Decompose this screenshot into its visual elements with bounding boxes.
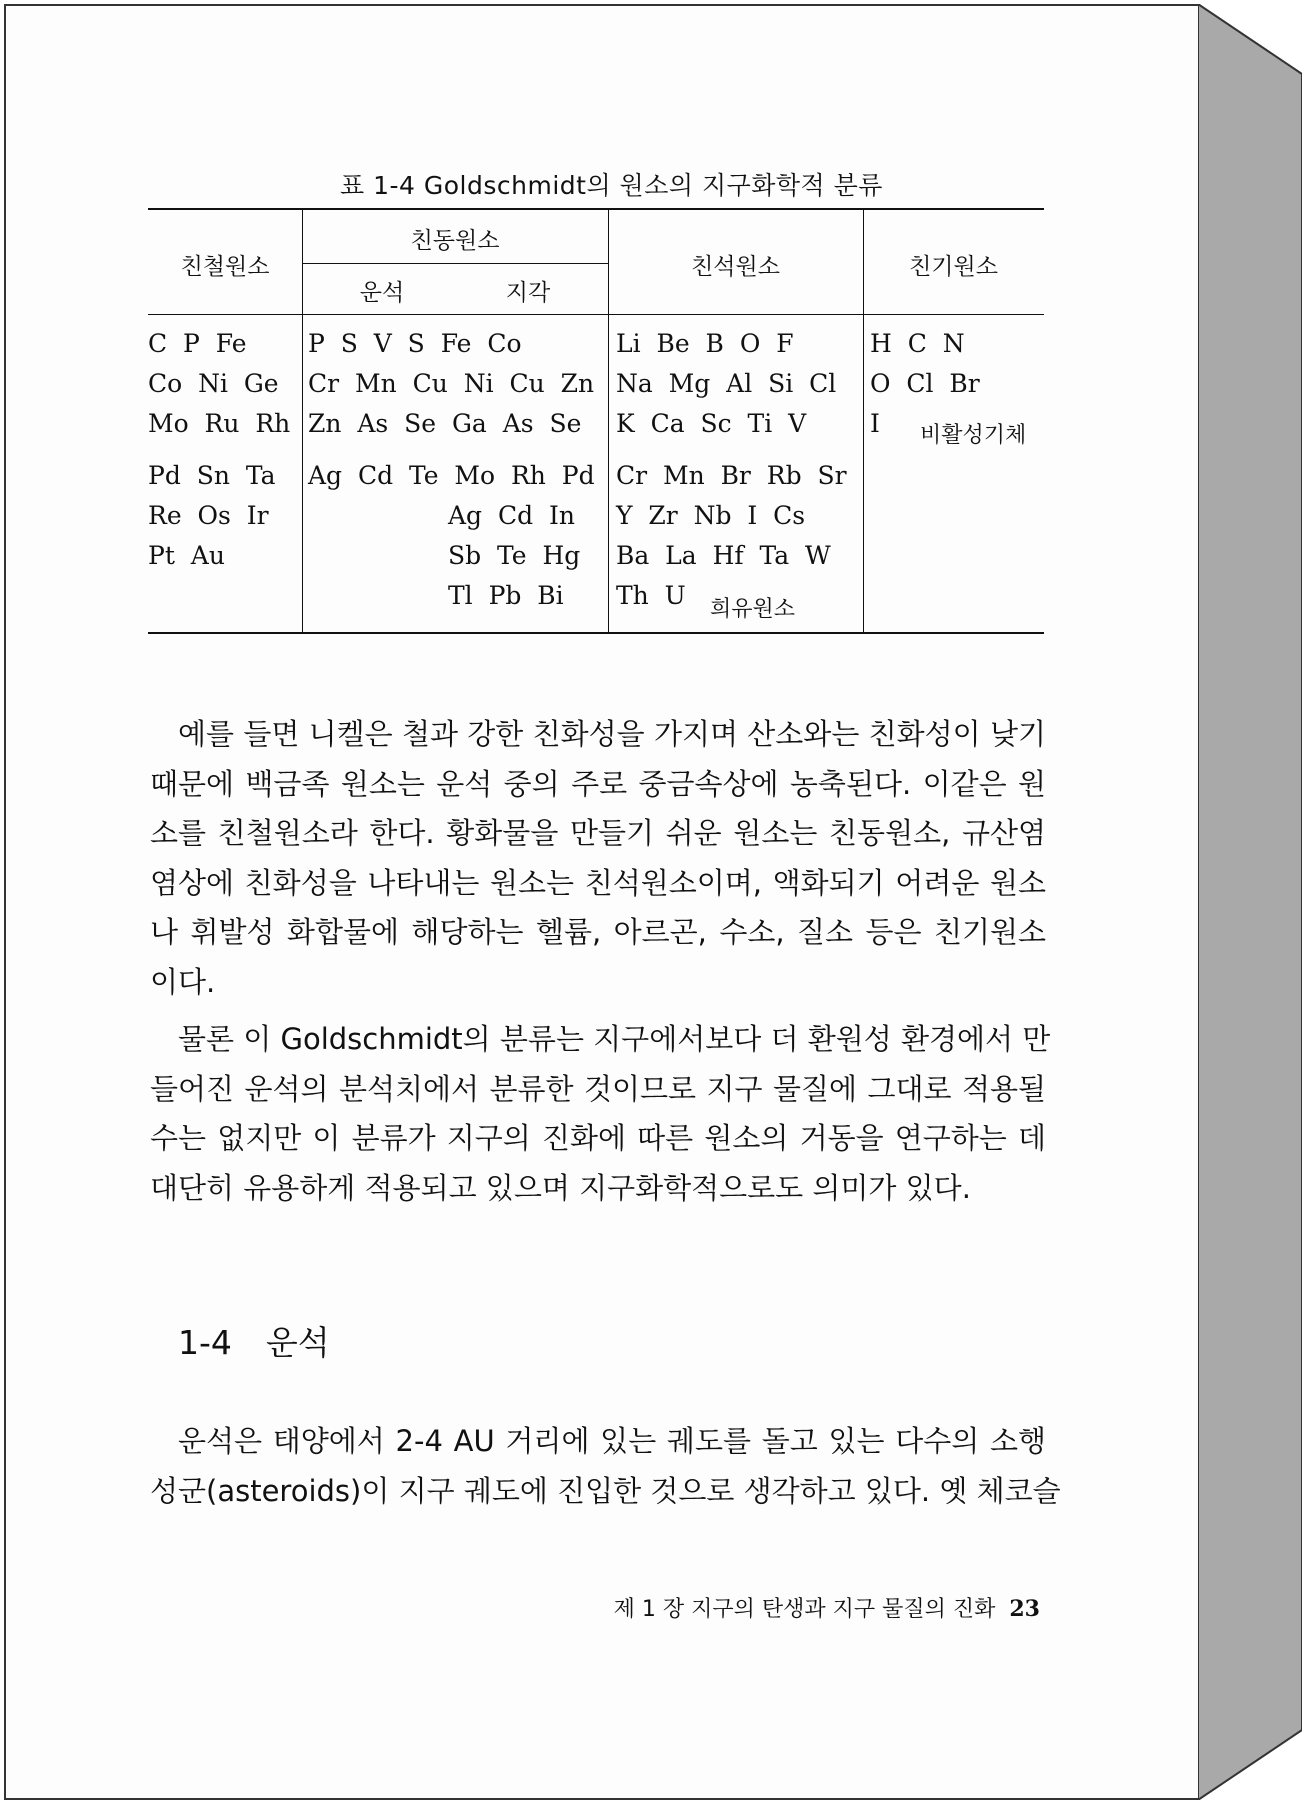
- body-paragraph-2: [150, 1015, 1051, 1213]
- text-line: 예를 들면 니켈은 철과 강한 친화성을 가지며 산소와는 친화성이 낮기: [178, 717, 1046, 751]
- lithophile-row: Y Zr Nb I Cs: [616, 501, 806, 530]
- table-top-rule: [148, 208, 1044, 210]
- chalcophile-row: Sb Te Hg: [448, 541, 581, 570]
- table-caption: 표 1-4 Goldschmidt의 원소의 지구화학적 분류: [340, 171, 883, 200]
- header-chalcophile-crust: 지각: [505, 280, 551, 306]
- atmophile-row: O Cl Br: [870, 369, 980, 398]
- lithophile-row: Ba La Hf Ta W: [616, 541, 831, 570]
- section-heading: [178, 1317, 330, 1364]
- chapter-title: 제 1 장 지구의 탄생과 지구 물질의 진화: [613, 1597, 996, 1622]
- text-line: 염상에 친화성을 나타내는 원소는 친석원소이며, 액화되기 어려운 원소: [150, 865, 1046, 900]
- atmophile-note: 비활성기체: [920, 423, 1027, 448]
- text-line: 소를 친철원소라 한다. 황화물을 만들기 쉬운 원소는 친동원소, 규산염: [150, 816, 1046, 850]
- table-bottom-rule: [148, 632, 1044, 634]
- siderophile-row: Pd Sn Ta: [148, 461, 276, 490]
- lithophile-row: Th U: [616, 581, 686, 610]
- lithophile-note: 희유원소: [710, 597, 796, 622]
- text-line: 들어진 운석의 분석치에서 분류한 것이므로 지구 물질에 그대로 적용될: [150, 1071, 1046, 1106]
- siderophile-row: Mo Ru Rh: [148, 409, 291, 438]
- header-atmophile: 친기원소: [909, 254, 998, 280]
- text-line: 운석은 태양에서 2-4 AU 거리에 있는 궤도를 돌고 있는 다수의 소행: [178, 1424, 1046, 1458]
- section-number: 1-4: [178, 1323, 232, 1362]
- siderophile-row: Re Os Ir: [148, 501, 269, 530]
- header-chalcophile-meteorite: 운석: [359, 280, 405, 306]
- siderophile-row: Co Ni Ge: [148, 369, 279, 398]
- text-line: 성군(asteroids)이 지구 궤도에 진입한 것으로 생각하고 있다. 옛 체코슬: [150, 1473, 1061, 1508]
- lithophile-row: Na Mg Al Si Cl: [616, 369, 837, 398]
- page-number: 23: [1009, 1596, 1040, 1622]
- page-footer: [614, 1592, 1040, 1623]
- chalcophile-row: Ag Cd In: [448, 501, 575, 530]
- siderophile-row: C P Fe: [148, 329, 247, 358]
- page-edge-3d: [1198, 4, 1302, 1800]
- siderophile-row: Pt Au: [148, 541, 225, 570]
- lithophile-row: Li Be B O F: [616, 329, 794, 358]
- text-line: 나 휘발성 화합물에 해당하는 헬륨, 아르곤, 수소, 질소 등은 친기원소: [150, 915, 1046, 949]
- col-divider-1: [302, 208, 303, 634]
- header-chalcophile: 친동원소: [410, 228, 500, 254]
- section-title: 운석: [265, 1323, 330, 1362]
- chalcophile-row: Ag Cd Te Mo Rh Pd: [308, 461, 595, 490]
- subheader-rule: [302, 263, 608, 264]
- element-classification-table: [148, 208, 1044, 634]
- text-line: 대단히 유용하게 적용되고 있으며 지구화학적으로도 의미가 있다.: [150, 1170, 971, 1205]
- chalcophile-row: Cr Mn Cu Ni Cu Zn: [308, 369, 595, 398]
- chalcophile-row: P S V S Fe Co: [308, 329, 522, 358]
- chalcophile-row: Zn As Se Ga As Se: [308, 409, 582, 438]
- text-line: 때문에 백금족 원소는 운석 중의 주로 중금속상에 농축된다. 이같은 원: [150, 766, 1046, 801]
- atmophile-row: I: [870, 409, 880, 438]
- header-lithophile: 친석원소: [691, 254, 780, 280]
- lithophile-row: Cr Mn Br Rb Sr: [616, 461, 847, 490]
- section-paragraph: [150, 1417, 1061, 1516]
- lithophile-row: K Ca Sc Ti V: [616, 409, 807, 438]
- text-line: 수는 없지만 이 분류가 지구의 진화에 따른 원소의 거동을 연구하는 데: [150, 1121, 1046, 1155]
- chalcophile-row: Tl Pb Bi: [448, 581, 564, 610]
- text-line: 물론 이 Goldschmidt의 분류는 지구에서보다 더 환원성 환경에서 만: [178, 1022, 1051, 1056]
- header-bottom-rule: [148, 314, 1044, 315]
- body-paragraph-1: [150, 710, 1046, 1007]
- atmophile-row: H C N: [870, 329, 965, 358]
- text-line: 이다.: [150, 964, 216, 999]
- header-siderophile: 친철원소: [180, 254, 270, 280]
